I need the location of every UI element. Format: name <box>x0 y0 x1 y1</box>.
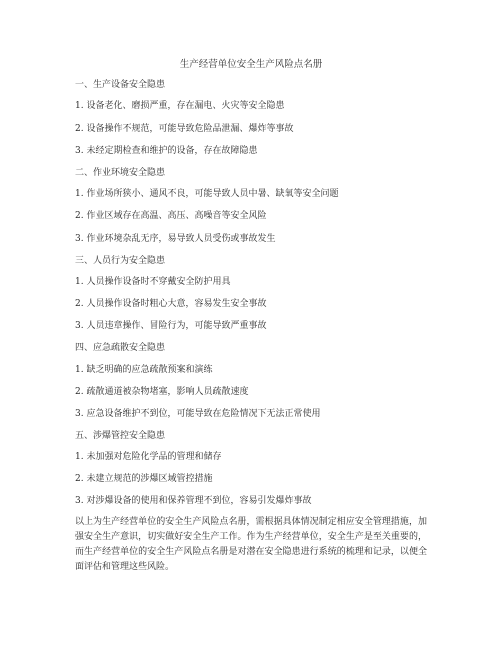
section-heading: 五、涉爆管控安全隐患 <box>75 431 166 441</box>
conclusion-paragraph: 以上为生产经营单位的安全生产风险点名册，需根据具体情况制定相应安全管理措施，加强安全生产意识，切实做好安全生产工作。作为生产经营单位，安全生产是至关重要的，而生产经营单位的安全生产风险点名册是对潜在安全隐患进行系统的梳理和记录，以便全面评估和管理这些风险。 <box>75 517 427 572</box>
list-item: 1. 缺乏明确的应急疏散预案和演练 <box>75 365 213 375</box>
document-title: 生产经营单位安全生产风险点名册 <box>179 59 323 70</box>
list-item: 3. 作业环境杂乱无序，易导致人员受伤或事故发生 <box>75 234 276 244</box>
list-item: 3. 未经定期检查和维护的设备，存在故障隐患 <box>75 146 258 156</box>
list-item: 3. 对涉爆设备的使用和保养管理不到位，容易引发爆炸事故 <box>75 496 312 506</box>
list-item: 2. 未建立规范的涉爆区域管控措施 <box>75 474 213 484</box>
list-item: 1. 设备老化、磨损严重，存在漏电、火灾等安全隐患 <box>75 101 285 111</box>
section-heading: 二、作业环境安全隐患 <box>75 168 166 178</box>
list-item: 2. 疏散通道被杂物堵塞，影响人员疏散速度 <box>75 387 249 397</box>
list-item: 2. 作业区域存在高温、高压、高噪音等安全风险 <box>75 211 267 221</box>
list-item: 1. 作业场所狭小、通风不良，可能导致人员中暑、缺氧等安全问题 <box>75 189 339 199</box>
list-item: 3. 应急设备维护不到位，可能导致在危险情况下无法正常使用 <box>75 409 321 419</box>
section-heading: 四、应急疏散安全隐患 <box>75 343 166 353</box>
list-item: 2. 人员操作设备时粗心大意，容易发生安全事故 <box>75 299 267 309</box>
section-heading: 一、生产设备安全隐患 <box>75 80 166 90</box>
section-heading: 三、人员行为安全隐患 <box>75 256 166 266</box>
list-item: 3. 人员违章操作、冒险行为，可能导致严重事故 <box>75 321 267 331</box>
list-item: 1. 未加强对危险化学品的管理和储存 <box>75 452 222 462</box>
list-item: 2. 设备操作不规范，可能导致危险品泄漏、爆炸等事故 <box>75 124 294 134</box>
list-item: 1. 人员操作设备时不穿戴安全防护用具 <box>75 277 231 287</box>
